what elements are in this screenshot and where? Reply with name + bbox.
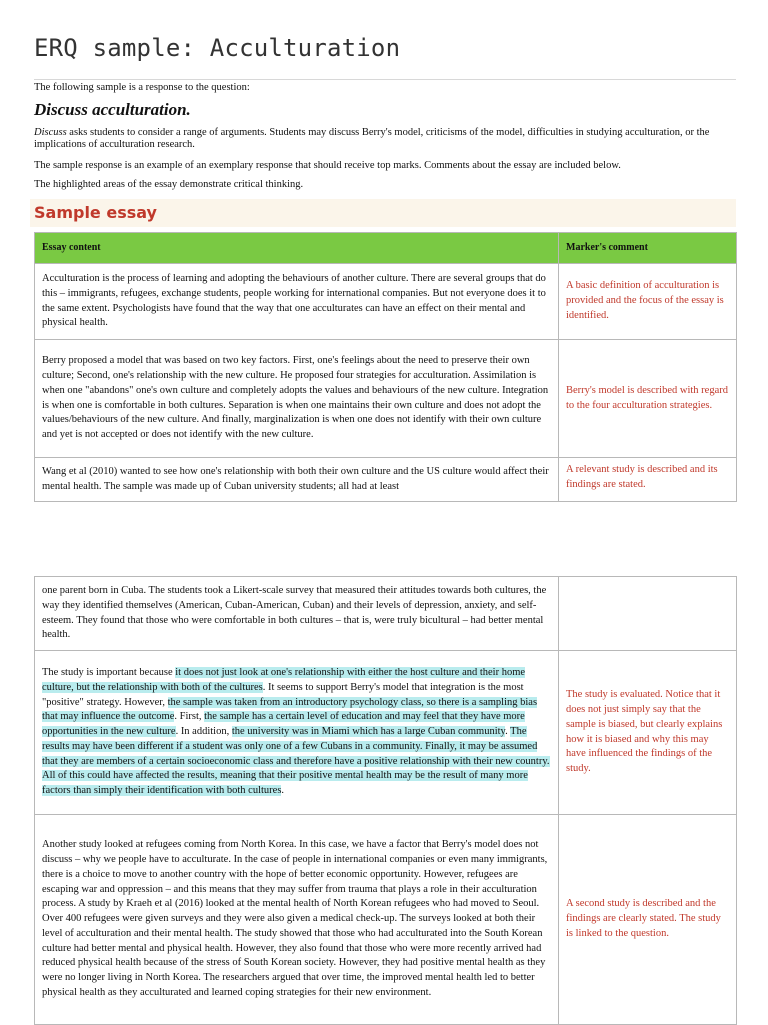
- table-row: [35, 815, 737, 1025]
- table-row: [35, 340, 737, 458]
- highlight-note: The highlighted areas of the essay demonstrate critical thinking.: [34, 179, 304, 190]
- table-row: [35, 651, 737, 815]
- table-row: [35, 458, 737, 502]
- eval-text: .: [505, 726, 511, 738]
- marker-comment-cell: The study is evaluated. Notice that it does not just simply say that the sample is biased, but clearly explains how it is biased and why this may have influenced the findings of the study.: [559, 651, 737, 815]
- section-title: Sample essay: [34, 203, 157, 222]
- essay-table: [34, 232, 737, 502]
- marker-comment-cell: A second study is described and the findings are clearly stated. The study is linked to the question.: [559, 815, 737, 1025]
- section-header-band: [30, 199, 736, 227]
- header-markers-comment: Marker's comment: [559, 233, 737, 264]
- marker-comment-cell: A basic definition of acculturation is provided and the focus of the essay is identified.: [559, 264, 737, 340]
- essay-content-cell: Another study looked at refugees coming from North Korea. In this case, we have a factor that Berry's model does not discuss – why we people have to acculturate. In the case of people in international companies or even many immigrants, there is a choice to move to another country with the hope of better economic opportunity. However, refugees are escaping war and oppression – and this means that they may suffer from trauma that plays a role in their acculturation process. A study by Kraeh et al (2016) looked at the mental health of North Korean refugees who had moved to Seoul. Over 400 refugees were given surveys and they were also given a medical check-up. The surveys looked at both their level of acculturation and their mental health. The study showed that those who had acculturated into the South Korean culture had better mental and physical health. However, they also found that those who were more recently arrived had reduced physical health because of the stress of South Korean society. However, they had positive mental health as they were no longer living in North Korea. The researchers argued that over time, the improved mental health led to better physical health as they acculturated and learned coping strategies for their new environment.: [35, 815, 559, 1025]
- eval-text: . It seems to support Berry's model that integration is the most "positive" strategy. However,: [42, 681, 524, 708]
- intro-text: The following sample is a response to the question:: [34, 82, 250, 93]
- essay-evaluation-cell: [35, 651, 559, 815]
- question-heading: Discuss acculturation.: [34, 100, 191, 119]
- critical-thinking-highlight: the sample was taken from an introductory psychology class, so there is a sampling bias that may influence the outcome: [42, 696, 538, 723]
- essay-content-cell: Acculturation is the process of learning and adopting the behaviours of another culture. There are several groups that do this – immigrants, refugees, exchange students, people working for international companies. But not everyone does it to the same extent. Psychologists have found that the way that one acculturates can have an effect on their mental and physical health.: [35, 264, 559, 340]
- page-break-gap: [0, 502, 768, 576]
- essay-content-cell: one parent born in Cuba. The students took a Likert-scale survey that measured their attitudes towards both cultures, the way they identified themselves (American, Cuban-American, Cuban) and their levels of depression, anxiety, and self-esteem. They found that those who were comfortable in both cultures – that is, were truly bicultural – had better mental health.: [35, 577, 559, 651]
- instructions-paragraph: [34, 127, 734, 151]
- essay-content-cell: Wang et al (2010) wanted to see how one's relationship with both their own culture and the US culture would affect their mental health. The sample was made up of Cuban university students; all had at least: [35, 458, 559, 502]
- essay-content-cell: Berry proposed a model that was based on two key factors. First, one's feelings about the need to preserve their own culture; Second, one's relationship with the new culture. He proposed four strategies for acculturation. Assimilation is when one "abandons" one's own culture and completely adopts the values and behaviours of the new culture. Integration is when one is comfortable in both cultures. Separation is when one maintains their own culture and does not adopt the values/behaviours of the new culture. And finally, marginalization is when one does not identify with their own culture and yet is not accepted or does not identify with the new culture.: [35, 340, 559, 458]
- discuss-term: Discuss: [34, 127, 67, 138]
- marker-comment-cell: [559, 577, 737, 651]
- sample-description: The sample response is an example of an exemplary response that should receive top marks. Comments about the essay are included below.: [34, 160, 621, 171]
- critical-thinking-highlight: the university was in Miami which has a large Cuban community: [231, 726, 506, 738]
- header-essay-content: Essay content: [35, 233, 559, 264]
- table-row: [35, 264, 737, 340]
- marker-comment-cell: Berry's model is described with regard to the four acculturation strategies.: [559, 340, 737, 458]
- table-header-row: [35, 233, 737, 264]
- critical-thinking-highlight: the sample has a certain level of education and may feel that they have more opportunities in the new culture: [42, 711, 525, 738]
- marker-comment-cell: A relevant study is described and its findings are stated.: [559, 458, 737, 502]
- instructions-text: asks students to consider a range of arguments. Students may discuss Berry's model, criticisms of the model, difficulties in studying acculturation, or the implications of acculturation research.: [34, 127, 710, 150]
- table-row: [35, 577, 737, 651]
- critical-thinking-highlight: The results may have been different if a student was only one of a few Cubans in a community: [42, 726, 527, 752]
- eval-text: .: [281, 785, 285, 797]
- eval-text: The study is important because: [42, 666, 176, 678]
- eval-text: . First,: [174, 711, 205, 723]
- title-divider: [34, 79, 736, 80]
- critical-thinking-highlight: it does not just look at one's relationship with either the host culture and their home culture, but the relationship with both of the cultures: [42, 666, 526, 693]
- document-title: ERQ sample: Acculturation: [34, 34, 401, 62]
- critical-thinking-highlight: . Finally, it may be assumed that they are members of a certain socioeconomic class and therefore have a positive relationship with their new country. All of this could have affected the results, meaning that their positive mental health may be the result of many more factors than simply their identification with both cultures: [42, 740, 550, 797]
- eval-text: . In addition,: [175, 726, 232, 738]
- essay-table-continued: [34, 576, 737, 1025]
